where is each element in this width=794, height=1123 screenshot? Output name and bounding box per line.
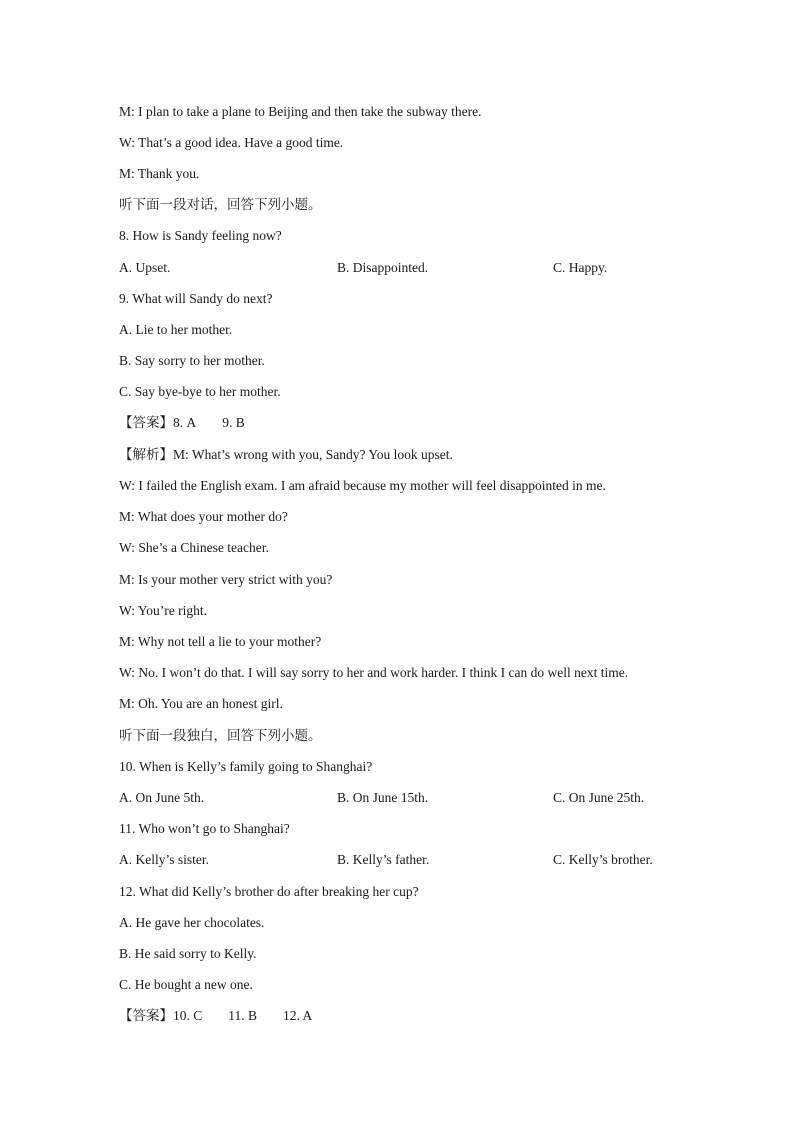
option-11b: B. Kelly’s father.	[337, 852, 430, 867]
dialogue-line: W: You’re right.	[119, 603, 207, 618]
section-instruction: 听下面一段独白，回答下列小题。	[119, 728, 322, 743]
option-12c: C. He bought a new one.	[119, 977, 253, 992]
option-9a: A. Lie to her mother.	[119, 322, 233, 337]
dialogue-line: M: Is your mother very strict with you?	[119, 572, 333, 587]
answer-label: 【答案】	[119, 415, 173, 430]
option-9c: C. Say bye-bye to her mother.	[119, 384, 281, 399]
option-12b: B. He said sorry to Kelly.	[119, 946, 257, 961]
option-8a: A. Upset.	[119, 260, 171, 275]
answer-8: 8. A	[173, 415, 197, 430]
section-instruction: 听下面一段对话，回答下列小题。	[119, 197, 322, 212]
dialogue-line: W: That’s a good idea. Have a good time.	[119, 135, 344, 150]
option-11a: A. Kelly’s sister.	[119, 852, 209, 867]
option-12a: A. He gave her chocolates.	[119, 915, 265, 930]
answer-line	[119, 414, 245, 432]
dialogue-line: M: Thank you.	[119, 166, 200, 181]
dialogue-line: M: Why not tell a lie to your mother?	[119, 634, 322, 649]
option-10b: B. On June 15th.	[337, 790, 429, 805]
analysis-line	[119, 446, 453, 464]
dialogue-line: W: I failed the English exam. I am afraid because my mother will feel disappointed in me.	[119, 478, 606, 493]
question-12: 12. What did Kelly’s brother do after breaking her cup?	[119, 884, 419, 899]
answer-line	[119, 1007, 312, 1025]
option-11c: C. Kelly’s brother.	[553, 852, 653, 867]
dialogue-line: W: No. I won’t do that. I will say sorry to her and work harder. I think I can do well next time.	[119, 665, 629, 680]
answer-label: 【答案】	[119, 1008, 173, 1023]
answer-9: 9. B	[222, 415, 245, 430]
option-8c: C. Happy.	[553, 260, 608, 275]
option-10a: A. On June 5th.	[119, 790, 205, 805]
option-10c: C. On June 25th.	[553, 790, 645, 805]
dialogue-line: W: She’s a Chinese teacher.	[119, 540, 269, 555]
dialogue-line: M: What does your mother do?	[119, 509, 288, 524]
answer-10: 10. C	[173, 1008, 203, 1023]
analysis-label: 【解析】	[119, 447, 173, 462]
question-9: 9. What will Sandy do next?	[119, 291, 273, 306]
answer-11: 11. B	[228, 1008, 258, 1023]
question-11: 11. Who won’t go to Shanghai?	[119, 821, 290, 836]
question-8: 8. How is Sandy feeling now?	[119, 228, 282, 243]
question-10: 10. When is Kelly’s family going to Shanghai?	[119, 759, 373, 774]
dialogue-line: M: Oh. You are an honest girl.	[119, 696, 283, 711]
answer-12: 12. A	[283, 1008, 313, 1023]
option-8b: B. Disappointed.	[337, 260, 429, 275]
option-9b: B. Say sorry to her mother.	[119, 353, 265, 368]
analysis-text: M: What’s wrong with you, Sandy? You look upset.	[173, 447, 453, 462]
dialogue-line: M: I plan to take a plane to Beijing and then take the subway there.	[119, 104, 482, 119]
